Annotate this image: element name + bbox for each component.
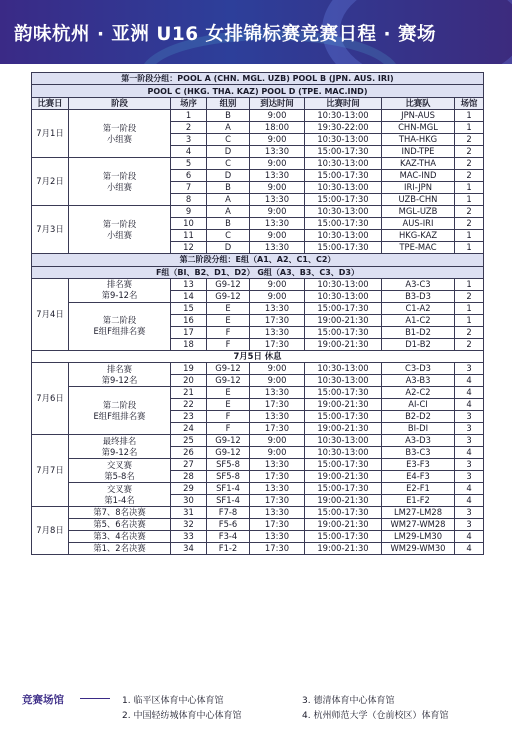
arrival-time: 17:30 bbox=[250, 399, 305, 411]
group: SF1-4 bbox=[207, 495, 250, 507]
stage-label-line: 第5-8名 bbox=[104, 470, 135, 481]
header-row bbox=[32, 97, 484, 109]
group: F7-8 bbox=[207, 507, 250, 519]
teams: B3-D3 bbox=[382, 290, 455, 302]
match-time: 10:30-13:00 bbox=[305, 134, 382, 146]
venue-number: 4 bbox=[455, 447, 484, 459]
venue-number: 1 bbox=[455, 278, 484, 290]
match-day: 7月4日 bbox=[32, 278, 69, 350]
group: G9-12 bbox=[207, 278, 250, 290]
group: G9-12 bbox=[207, 435, 250, 447]
venue-number: 3 bbox=[455, 471, 484, 483]
venue-number: 3 bbox=[455, 459, 484, 471]
table-row bbox=[32, 543, 484, 555]
match-day: 7月8日 bbox=[32, 507, 69, 555]
match-number: 12 bbox=[171, 242, 207, 254]
teams: A2-C2 bbox=[382, 387, 455, 399]
stage-label bbox=[69, 531, 171, 543]
venue-number: 1 bbox=[455, 182, 484, 194]
pool-description: 第一阶段分组：POOL A (CHN. MGL. UZB) POOL B (JPN. AUS. IRI) bbox=[32, 73, 484, 85]
arrival-time: 13:30 bbox=[250, 459, 305, 471]
venue-number: 2 bbox=[455, 134, 484, 146]
venue-number: 4 bbox=[455, 387, 484, 399]
venue-number: 2 bbox=[455, 146, 484, 158]
teams: B1-D2 bbox=[382, 326, 455, 338]
match-time: 10:30-13:00 bbox=[305, 363, 382, 375]
venue-number: 3 bbox=[455, 411, 484, 423]
venue-number: 4 bbox=[455, 375, 484, 387]
teams: WM27-WM28 bbox=[382, 519, 455, 531]
match-number: 25 bbox=[171, 435, 207, 447]
group: F bbox=[207, 338, 250, 350]
pool-description: F组（BI、B2、D1、D2） G组（A3、B3、C3、D3） bbox=[32, 266, 484, 278]
arrival-time: 13:30 bbox=[250, 194, 305, 206]
arrival-time: 9:00 bbox=[250, 182, 305, 194]
group: F3-4 bbox=[207, 531, 250, 543]
stage-label-line: 第5、6名决赛 bbox=[93, 519, 146, 530]
teams: CHN-MGL bbox=[382, 122, 455, 134]
stage-label bbox=[69, 483, 171, 507]
match-time: 15:00-17:30 bbox=[305, 483, 382, 495]
teams: D1-B2 bbox=[382, 338, 455, 350]
pool-description: POOL C (HKG. THA. KAZ) POOL D (TPE. MAC.IND) bbox=[32, 85, 484, 97]
stage-label-line: E组F组排名赛 bbox=[93, 410, 146, 421]
venue-list-label: 竞赛场馆 bbox=[22, 694, 64, 706]
match-number: 32 bbox=[171, 519, 207, 531]
column-header: 比赛队 bbox=[382, 97, 455, 109]
table-row bbox=[32, 158, 484, 170]
group: E bbox=[207, 399, 250, 411]
column-header: 比赛时间 bbox=[305, 97, 382, 109]
match-number: 30 bbox=[171, 495, 207, 507]
match-time: 15:00-17:30 bbox=[305, 459, 382, 471]
stage-label bbox=[69, 302, 171, 350]
table-row bbox=[32, 519, 484, 531]
group: B bbox=[207, 218, 250, 230]
arrival-time: 13:30 bbox=[250, 411, 305, 423]
venue-number: 3 bbox=[455, 423, 484, 435]
teams: AUS-IRI bbox=[382, 218, 455, 230]
stage-label-line: 第一阶段 bbox=[102, 122, 137, 133]
table-row bbox=[32, 459, 484, 471]
match-number: 22 bbox=[171, 399, 207, 411]
stage-label bbox=[69, 519, 171, 531]
match-number: 29 bbox=[171, 483, 207, 495]
stage-label-line: 第一阶段 bbox=[102, 218, 137, 229]
table-row bbox=[32, 387, 484, 399]
match-number: 20 bbox=[171, 375, 207, 387]
venue-number: 4 bbox=[455, 483, 484, 495]
rest-day-row bbox=[32, 350, 484, 362]
stage-label-line: 第二阶段 bbox=[102, 315, 137, 326]
teams: THA-HKG bbox=[382, 134, 455, 146]
stage-label bbox=[69, 459, 171, 483]
group: E bbox=[207, 314, 250, 326]
match-number: 24 bbox=[171, 423, 207, 435]
match-number: 16 bbox=[171, 314, 207, 326]
venue-item: 4. 杭州师范大学（仓前校区）体育馆 bbox=[302, 711, 449, 721]
match-number: 4 bbox=[171, 146, 207, 158]
stage-label-line: 最终排名 bbox=[102, 435, 137, 446]
match-time: 10:30-13:00 bbox=[305, 435, 382, 447]
stage-label-line: 第二阶段 bbox=[102, 399, 137, 410]
group: G9-12 bbox=[207, 363, 250, 375]
match-number: 3 bbox=[171, 134, 207, 146]
match-day: 7月6日 bbox=[32, 363, 69, 435]
teams: LM27-LM28 bbox=[382, 507, 455, 519]
teams: KAZ-THA bbox=[382, 158, 455, 170]
match-number: 19 bbox=[171, 363, 207, 375]
teams: TPE-MAC bbox=[382, 242, 455, 254]
pool-row bbox=[32, 254, 484, 266]
teams: A3-C3 bbox=[382, 278, 455, 290]
match-time: 10:30-13:00 bbox=[305, 110, 382, 122]
group: E bbox=[207, 387, 250, 399]
match-number: 17 bbox=[171, 326, 207, 338]
group: E bbox=[207, 302, 250, 314]
teams: IND-TPE bbox=[382, 146, 455, 158]
group: G9-12 bbox=[207, 447, 250, 459]
match-time: 10:30-13:00 bbox=[305, 182, 382, 194]
group: C bbox=[207, 230, 250, 242]
venue-number: 1 bbox=[455, 194, 484, 206]
group: D bbox=[207, 170, 250, 182]
table-row bbox=[32, 483, 484, 495]
arrival-time: 13:30 bbox=[250, 387, 305, 399]
teams: HKG-KAZ bbox=[382, 230, 455, 242]
match-day: 7月3日 bbox=[32, 206, 69, 254]
arrival-time: 9:00 bbox=[250, 206, 305, 218]
arrival-time: 9:00 bbox=[250, 158, 305, 170]
stage-label bbox=[69, 110, 171, 158]
arrival-time: 13:30 bbox=[250, 170, 305, 182]
venue-number: 1 bbox=[455, 230, 484, 242]
match-day: 7月2日 bbox=[32, 158, 69, 206]
arrival-time: 9:00 bbox=[250, 278, 305, 290]
stage-label-line: 交叉赛 bbox=[106, 459, 133, 470]
match-time: 15:00-17:30 bbox=[305, 146, 382, 158]
stage-label bbox=[69, 363, 171, 387]
match-time: 15:00-17:30 bbox=[305, 170, 382, 182]
match-time: 15:00-17:30 bbox=[305, 194, 382, 206]
match-number: 5 bbox=[171, 158, 207, 170]
group: D bbox=[207, 242, 250, 254]
stage-label bbox=[69, 278, 171, 302]
pool-row bbox=[32, 85, 484, 97]
venue-number: 4 bbox=[455, 495, 484, 507]
match-time: 10:30-13:00 bbox=[305, 375, 382, 387]
teams: E2-F1 bbox=[382, 483, 455, 495]
match-time: 15:00-17:30 bbox=[305, 387, 382, 399]
match-time: 15:00-17:30 bbox=[305, 302, 382, 314]
venue-number: 4 bbox=[455, 531, 484, 543]
stage-label-line: 小组赛 bbox=[106, 181, 133, 192]
group: D bbox=[207, 146, 250, 158]
match-number: 18 bbox=[171, 338, 207, 350]
stage-label-line: E组F组排名赛 bbox=[93, 326, 146, 337]
stage-label-line: 第一阶段 bbox=[102, 170, 137, 181]
stage-label-line: 小组赛 bbox=[106, 133, 133, 144]
table-row bbox=[32, 206, 484, 218]
arrival-time: 9:00 bbox=[250, 375, 305, 387]
teams: AI-CI bbox=[382, 399, 455, 411]
title-banner bbox=[0, 0, 512, 64]
match-number: 8 bbox=[171, 194, 207, 206]
stage-label-line: 小组赛 bbox=[106, 229, 133, 240]
stage-label bbox=[69, 435, 171, 459]
group: F bbox=[207, 411, 250, 423]
pool-row bbox=[32, 73, 484, 85]
arrival-time: 9:00 bbox=[250, 110, 305, 122]
stage-label bbox=[69, 206, 171, 254]
match-time: 10:30-13:00 bbox=[305, 447, 382, 459]
venue-number: 2 bbox=[455, 326, 484, 338]
match-time: 10:30-13:00 bbox=[305, 158, 382, 170]
match-time: 10:30-13:00 bbox=[305, 290, 382, 302]
arrival-time: 9:00 bbox=[250, 435, 305, 447]
column-header: 比赛日 bbox=[32, 97, 69, 109]
arrival-time: 9:00 bbox=[250, 290, 305, 302]
teams: BI-DI bbox=[382, 423, 455, 435]
match-time: 15:00-17:30 bbox=[305, 411, 382, 423]
venue-number: 3 bbox=[455, 507, 484, 519]
match-time: 19:00-21:30 bbox=[305, 314, 382, 326]
teams: C1-A2 bbox=[382, 302, 455, 314]
teams: B3-C3 bbox=[382, 447, 455, 459]
venue-number: 1 bbox=[455, 314, 484, 326]
group: G9-12 bbox=[207, 290, 250, 302]
stage-label-line: 第3、4名决赛 bbox=[93, 531, 146, 542]
match-time: 10:30-13:00 bbox=[305, 206, 382, 218]
match-time: 19:00-21:30 bbox=[305, 495, 382, 507]
column-header: 组别 bbox=[207, 97, 250, 109]
venue-number: 3 bbox=[455, 363, 484, 375]
column-header: 到达时间 bbox=[250, 97, 305, 109]
stage-label-line: 第9-12名 bbox=[101, 446, 138, 457]
group: F1-2 bbox=[207, 543, 250, 555]
match-time: 15:00-17:30 bbox=[305, 531, 382, 543]
arrival-time: 13:30 bbox=[250, 531, 305, 543]
match-time: 10:30-13:00 bbox=[305, 230, 382, 242]
venue-number: 1 bbox=[455, 122, 484, 134]
table-row bbox=[32, 278, 484, 290]
match-day: 7月1日 bbox=[32, 110, 69, 158]
match-time: 19:00-21:30 bbox=[305, 423, 382, 435]
arrival-time: 18:00 bbox=[250, 122, 305, 134]
group: C bbox=[207, 134, 250, 146]
teams: MAC-IND bbox=[382, 170, 455, 182]
match-number: 27 bbox=[171, 459, 207, 471]
match-time: 19:00-21:30 bbox=[305, 543, 382, 555]
group: C bbox=[207, 158, 250, 170]
teams: E1-F2 bbox=[382, 495, 455, 507]
stage-label bbox=[69, 387, 171, 435]
venue-list bbox=[0, 686, 512, 738]
arrival-time: 9:00 bbox=[250, 363, 305, 375]
stage-label bbox=[69, 158, 171, 206]
match-number: 14 bbox=[171, 290, 207, 302]
venue-item: 2. 中国轻纺城体育中心体育馆 bbox=[122, 711, 242, 721]
teams: E4-F3 bbox=[382, 471, 455, 483]
venue-number: 2 bbox=[455, 290, 484, 302]
stage-label-line: 第1-4名 bbox=[104, 494, 135, 505]
table-row bbox=[32, 435, 484, 447]
match-day: 7月7日 bbox=[32, 435, 69, 507]
match-number: 6 bbox=[171, 170, 207, 182]
group: F bbox=[207, 423, 250, 435]
match-number: 33 bbox=[171, 531, 207, 543]
group: A bbox=[207, 194, 250, 206]
group: B bbox=[207, 110, 250, 122]
venue-number: 1 bbox=[455, 302, 484, 314]
group: A bbox=[207, 206, 250, 218]
table-row bbox=[32, 363, 484, 375]
group: SF1-4 bbox=[207, 483, 250, 495]
teams: A1-C2 bbox=[382, 314, 455, 326]
group: SF5-8 bbox=[207, 459, 250, 471]
match-number: 9 bbox=[171, 206, 207, 218]
match-number: 34 bbox=[171, 543, 207, 555]
venue-number: 3 bbox=[455, 519, 484, 531]
match-time: 15:00-17:30 bbox=[305, 326, 382, 338]
group: SF5-8 bbox=[207, 471, 250, 483]
match-time: 19:00-21:30 bbox=[305, 471, 382, 483]
arrival-time: 17:30 bbox=[250, 471, 305, 483]
match-time: 15:00-17:30 bbox=[305, 218, 382, 230]
stage-label-line: 排名赛 bbox=[106, 363, 133, 374]
stage-label-line: 第1、2名决赛 bbox=[93, 543, 146, 554]
schedule-table bbox=[31, 72, 484, 555]
teams: WM29-WM30 bbox=[382, 543, 455, 555]
group: G9-12 bbox=[207, 375, 250, 387]
venue-number: 2 bbox=[455, 170, 484, 182]
match-number: 21 bbox=[171, 387, 207, 399]
venue-number: 2 bbox=[455, 158, 484, 170]
arrival-time: 13:30 bbox=[250, 146, 305, 158]
match-number: 15 bbox=[171, 302, 207, 314]
match-number: 26 bbox=[171, 447, 207, 459]
arrival-time: 13:30 bbox=[250, 326, 305, 338]
teams: LM29-LM30 bbox=[382, 531, 455, 543]
stage-label-line: 排名赛 bbox=[106, 279, 133, 290]
teams: A3-B3 bbox=[382, 375, 455, 387]
group: A bbox=[207, 122, 250, 134]
match-number: 23 bbox=[171, 411, 207, 423]
column-header: 阶段 bbox=[69, 97, 171, 109]
arrival-time: 13:30 bbox=[250, 483, 305, 495]
arrival-time: 9:00 bbox=[250, 447, 305, 459]
venue-number: 2 bbox=[455, 206, 484, 218]
teams: B2-D2 bbox=[382, 411, 455, 423]
match-time: 19:30-22:00 bbox=[305, 122, 382, 134]
match-number: 13 bbox=[171, 278, 207, 290]
arrival-time: 17:30 bbox=[250, 495, 305, 507]
pool-description: 第二阶段分组：E组（A1、A2、C1、C2） bbox=[32, 254, 484, 266]
match-time: 10:30-13:00 bbox=[305, 278, 382, 290]
match-number: 1 bbox=[171, 110, 207, 122]
match-number: 28 bbox=[171, 471, 207, 483]
venue-item: 3. 德清体育中心体育馆 bbox=[302, 696, 395, 706]
column-header: 场序 bbox=[171, 97, 207, 109]
group: F bbox=[207, 326, 250, 338]
match-number: 7 bbox=[171, 182, 207, 194]
match-number: 31 bbox=[171, 507, 207, 519]
stage-label-line: 第9-12名 bbox=[101, 374, 138, 385]
venue-number: 1 bbox=[455, 242, 484, 254]
venue-number: 3 bbox=[455, 435, 484, 447]
arrival-time: 17:30 bbox=[250, 423, 305, 435]
teams: JPN-AUS bbox=[382, 110, 455, 122]
column-header: 场馆 bbox=[455, 97, 484, 109]
arrival-time: 17:30 bbox=[250, 314, 305, 326]
match-number: 2 bbox=[171, 122, 207, 134]
venue-number: 4 bbox=[455, 399, 484, 411]
venue-number: 1 bbox=[455, 110, 484, 122]
match-time: 19:00-21:30 bbox=[305, 338, 382, 350]
match-number: 11 bbox=[171, 230, 207, 242]
teams: A3-D3 bbox=[382, 435, 455, 447]
table-row bbox=[32, 110, 484, 122]
arrival-time: 13:30 bbox=[250, 507, 305, 519]
match-number: 10 bbox=[171, 218, 207, 230]
arrival-time: 17:30 bbox=[250, 543, 305, 555]
table-row bbox=[32, 302, 484, 314]
teams: MGL-UZB bbox=[382, 206, 455, 218]
pool-row bbox=[32, 266, 484, 278]
teams: UZB-CHN bbox=[382, 194, 455, 206]
page-title: 韵味杭州 · 亚洲 U16 女排锦标赛竞赛日程 · 赛场 bbox=[14, 24, 436, 45]
match-time: 15:00-17:30 bbox=[305, 507, 382, 519]
match-time: 15:00-17:30 bbox=[305, 242, 382, 254]
rest-day-label: 7月5日 休息 bbox=[32, 350, 484, 362]
match-time: 19:00-21:30 bbox=[305, 399, 382, 411]
arrival-time: 9:00 bbox=[250, 230, 305, 242]
table-row bbox=[32, 507, 484, 519]
venue-number: 2 bbox=[455, 338, 484, 350]
arrival-time: 9:00 bbox=[250, 134, 305, 146]
table-row bbox=[32, 531, 484, 543]
group: F5-6 bbox=[207, 519, 250, 531]
venue-item: 1. 临平区体育中心体育馆 bbox=[122, 696, 224, 706]
arrival-time: 13:30 bbox=[250, 242, 305, 254]
teams: IRI-JPN bbox=[382, 182, 455, 194]
group: B bbox=[207, 182, 250, 194]
stage-label bbox=[69, 507, 171, 519]
teams: C3-D3 bbox=[382, 363, 455, 375]
teams: E3-F3 bbox=[382, 459, 455, 471]
divider bbox=[80, 698, 110, 699]
match-time: 19:00-21:30 bbox=[305, 519, 382, 531]
venue-number: 2 bbox=[455, 218, 484, 230]
stage-label-line: 第9-12名 bbox=[101, 290, 138, 301]
stage-label-line: 交叉赛 bbox=[106, 483, 133, 494]
stage-label-line: 第7、8名决赛 bbox=[93, 507, 146, 518]
arrival-time: 17:30 bbox=[250, 338, 305, 350]
arrival-time: 17:30 bbox=[250, 519, 305, 531]
arrival-time: 13:30 bbox=[250, 218, 305, 230]
stage-label bbox=[69, 543, 171, 555]
venue-number: 4 bbox=[455, 543, 484, 555]
arrival-time: 13:30 bbox=[250, 302, 305, 314]
